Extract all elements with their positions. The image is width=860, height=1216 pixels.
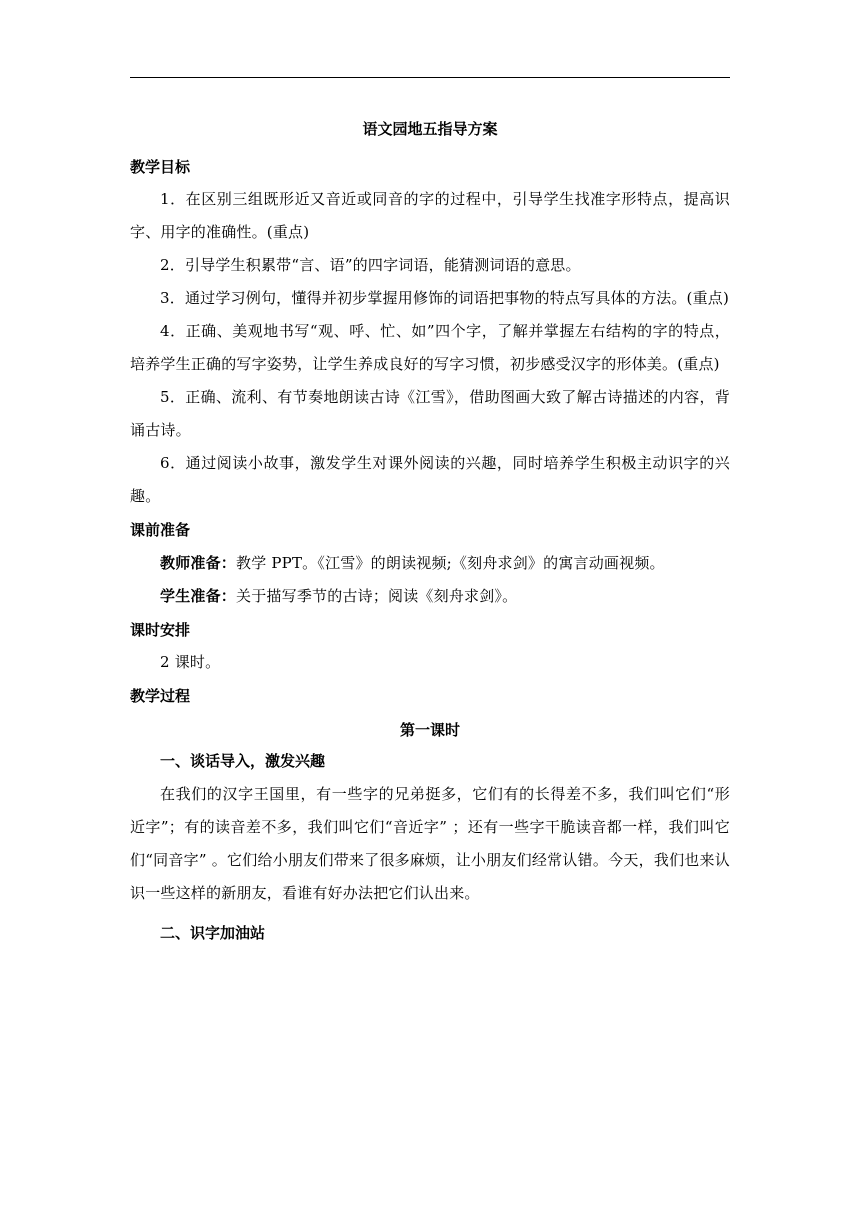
document-title: 语文园地五指导方案 <box>362 120 498 138</box>
section2-heading: 二、识字加油站 <box>160 923 266 942</box>
lesson1-heading: 第一课时 <box>399 720 460 739</box>
goal-item-3: 3．通过学习例句，懂得并初步掌握用修饰的词语把事物的特点写具体的方法。(重点) <box>160 289 730 307</box>
goal-item-4: 4．正确、美观地书写“观、呼、忙、如”四个字，了解并掌握左右结构的字的特点，培养学生正确的写字姿势，让学生养成良好的写字习惯，初步感受汉字的形体美。(重点) <box>130 322 730 373</box>
header-rule <box>130 77 730 78</box>
goals-heading: 教学目标 <box>130 157 191 176</box>
teacher-prep <box>130 547 730 580</box>
document-body <box>130 114 730 949</box>
goal-item-5: 5．正确、流利、有节奏地朗读古诗《江雪》，借助图画大致了解古诗描述的内容，背诵古诗。 <box>130 388 730 439</box>
prep-heading: 课前准备 <box>130 521 191 539</box>
student-prep-label: 学生准备： <box>160 586 237 605</box>
process-heading: 教学过程 <box>130 687 191 705</box>
goal-item-2: 2．引导学生积累带“言、语”的四字词语，能猜测词语的意思。 <box>160 256 581 274</box>
goal-item-6: 6．通过阅读小故事，激发学生对课外阅读的兴趣，同时培养学生积极主动识字的兴趣。 <box>130 454 730 505</box>
schedule-text: 2 课时。 <box>160 653 221 671</box>
student-prep <box>130 580 730 613</box>
schedule-heading: 课时安排 <box>130 620 191 639</box>
teacher-prep-label: 教师准备： <box>160 553 237 572</box>
teacher-prep-text: 教学 PPT。《江雪》的朗读视频;《刻舟求剑》的寓言动画视频。 <box>236 553 665 572</box>
goal-item-1: 1．在区别三组既形近又音近或同音的字的过程中，引导学生找准字形特点，提高识字、用字的准确性。(重点) <box>130 190 730 241</box>
student-prep-text: 关于描写季节的古诗；阅读《刻舟求剑》。 <box>236 586 518 605</box>
section1-heading: 一、谈话导入，激发兴趣 <box>160 752 326 770</box>
section1-paragraph: 在我们的汉字王国里，有一些字的兄弟挺多，它们有的长得差不多，我们叫它们“形近字”；有的读音差不多，我们叫它们“音近字” ；还有一些字干脆读音都一样，我们叫它们“同音字” 。它们给小朋友们带来了很多麻烦，让小朋友们经常认错。今天，我们也来认识一些这样的新朋友，看谁有好办法把它们认出来。 <box>130 784 730 902</box>
